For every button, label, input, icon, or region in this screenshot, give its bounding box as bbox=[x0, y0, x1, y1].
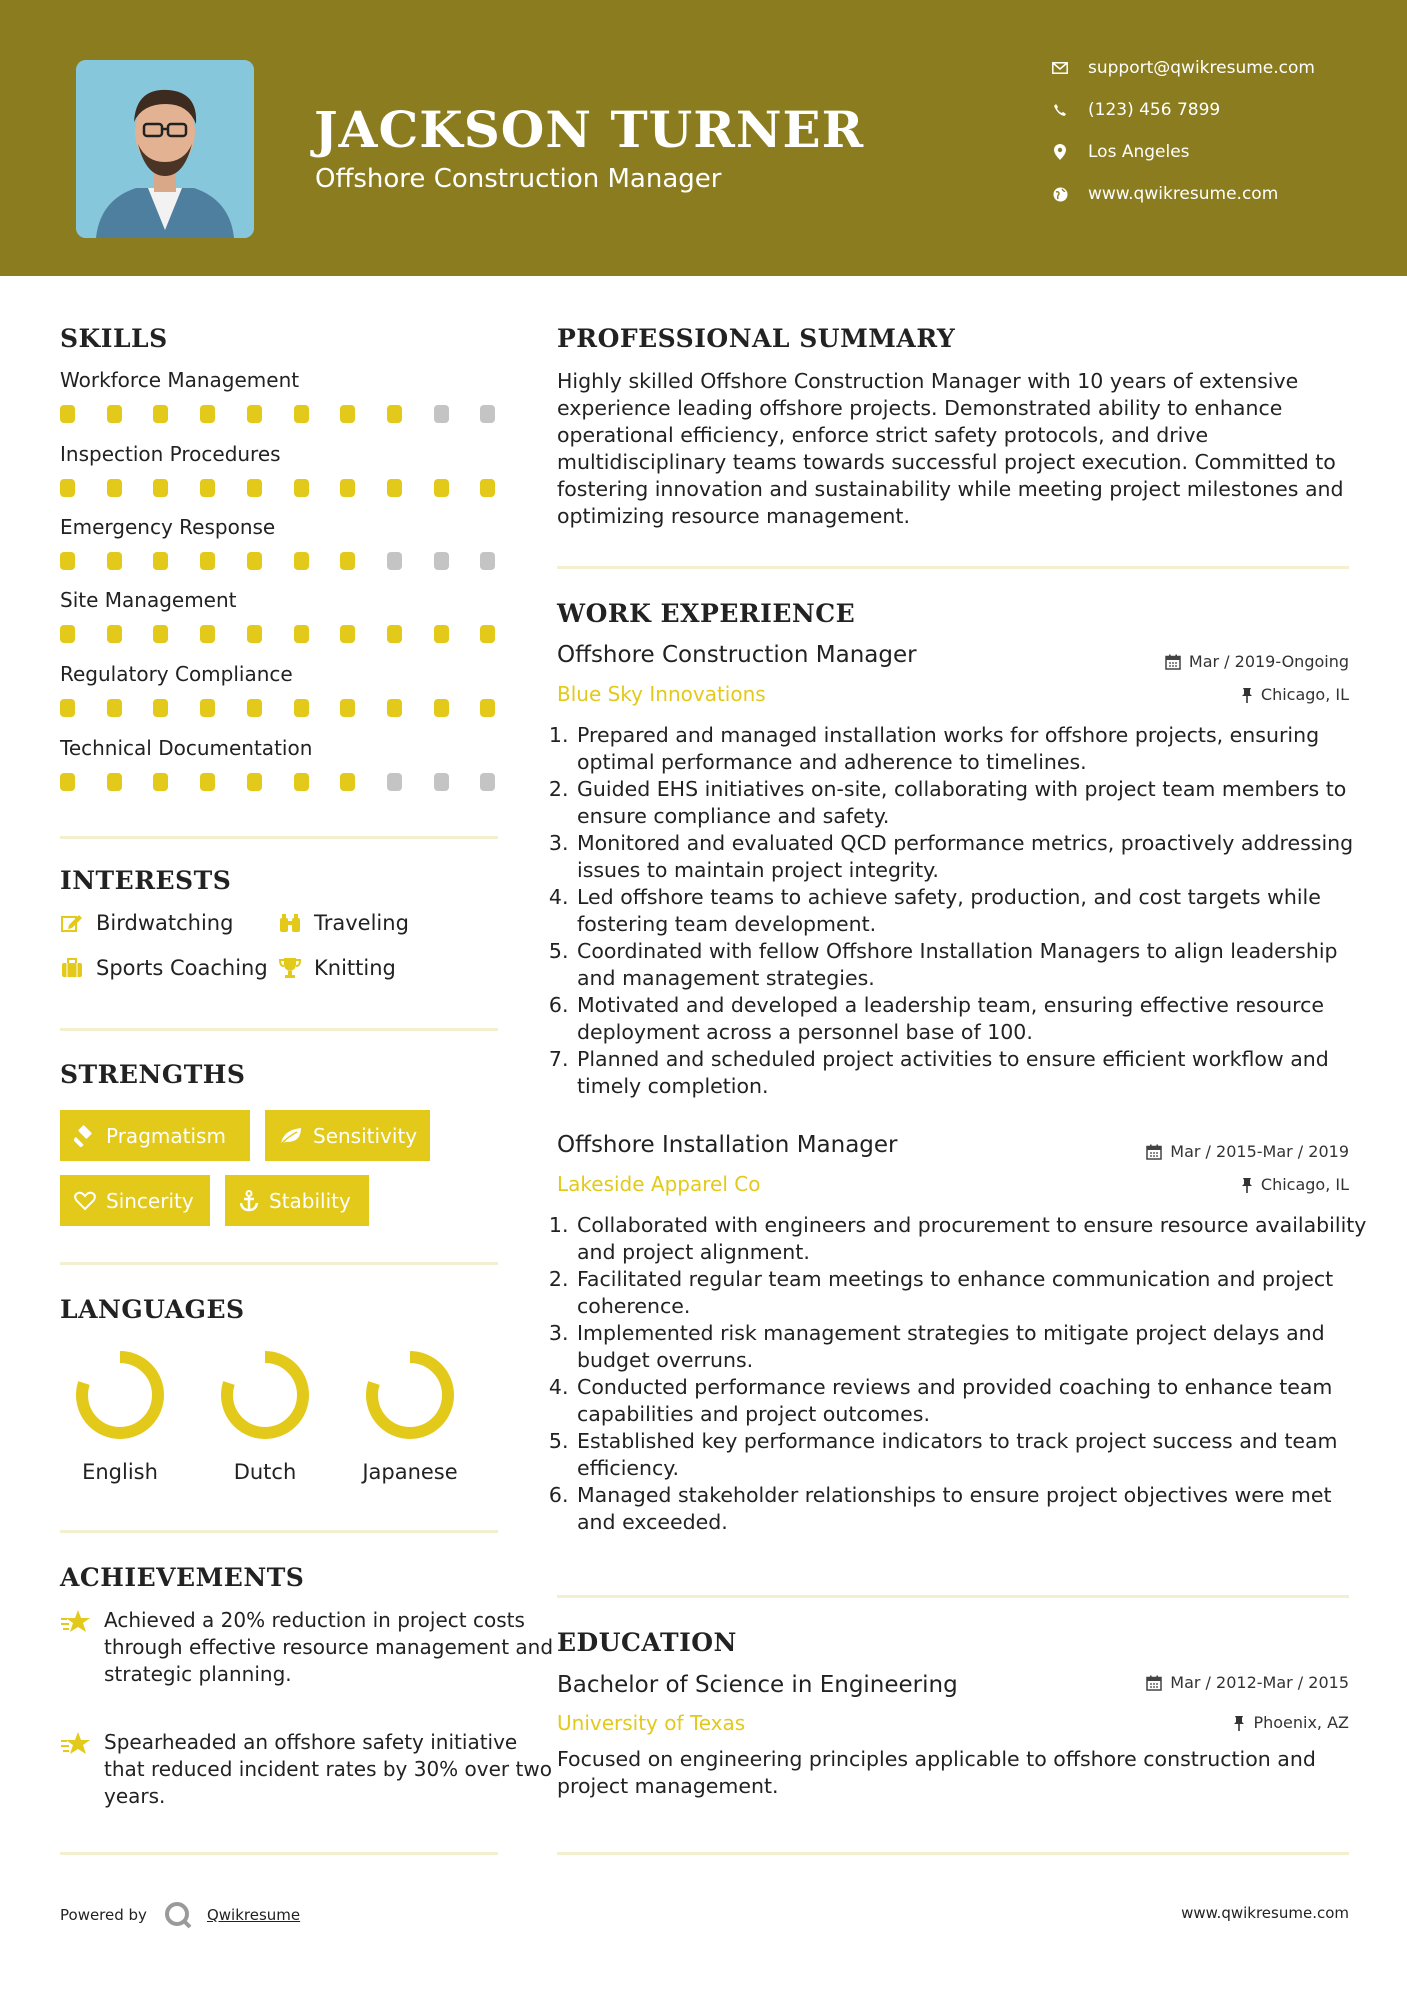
skill-dot-filled bbox=[247, 479, 262, 497]
skill-dot-filled bbox=[247, 625, 262, 643]
gavel-icon bbox=[74, 1125, 96, 1147]
interest-item: Birdwatching bbox=[60, 911, 233, 935]
achievement-item: Spearheaded an offshore safety initiative that reduced incident rates by 30% over two years. bbox=[60, 1729, 500, 1813]
binoculars-icon bbox=[278, 911, 302, 935]
skill-dot-filled bbox=[387, 699, 402, 717]
language-gauge bbox=[350, 1345, 470, 1449]
strengths-heading: STRENGTHS bbox=[60, 1060, 246, 1089]
qwikresume-logo-icon bbox=[163, 1900, 193, 1930]
strength-tag: Sensitivity bbox=[265, 1110, 430, 1161]
anchor-icon bbox=[239, 1190, 259, 1212]
skill-dot-filled bbox=[387, 625, 402, 643]
section-divider bbox=[60, 1852, 498, 1855]
list-item: 3. Implemented risk management strategies to mitigate project delays and budget overruns. bbox=[575, 1320, 1375, 1374]
summary-heading: PROFESSIONAL SUMMARY bbox=[557, 324, 956, 353]
skill-dot-filled bbox=[107, 625, 122, 643]
achievement-item: Achieved a 20% reduction in project costs through effective resource management and strategic planning. bbox=[60, 1607, 500, 1717]
skill-dot-empty bbox=[434, 552, 449, 570]
interest-item: Knitting bbox=[278, 956, 396, 980]
experience-heading: WORK EXPERIENCE bbox=[557, 599, 856, 628]
contact-website-text: www.qwikresume.com bbox=[1088, 184, 1279, 204]
job-location: Chicago, IL bbox=[1241, 1175, 1349, 1194]
language-level-arc bbox=[227, 1357, 303, 1433]
star-icon bbox=[60, 1731, 92, 1764]
briefcase-icon bbox=[60, 956, 84, 980]
skill-dot-filled bbox=[294, 699, 309, 717]
list-item: 1. Collaborated with engineers and procurement to ensure resource availability and project alignment. bbox=[575, 1212, 1375, 1266]
qwikresume-link[interactable]: Qwikresume bbox=[206, 1906, 301, 1924]
candidate-title: Offshore Construction Manager bbox=[315, 164, 722, 194]
skill-dot-filled bbox=[153, 699, 168, 717]
strength-tag: Stability bbox=[225, 1175, 369, 1226]
skill-dot-filled bbox=[387, 405, 402, 423]
section-divider bbox=[60, 1028, 498, 1031]
pushpin-icon bbox=[1233, 1715, 1245, 1731]
skill-dot-filled bbox=[434, 479, 449, 497]
skill-dot-filled bbox=[153, 552, 168, 570]
skill-dot-filled bbox=[107, 552, 122, 570]
calendar-icon bbox=[1165, 654, 1181, 670]
skill-dot-filled bbox=[60, 773, 75, 791]
job-dates: Mar / 2015-Mar / 2019 bbox=[1146, 1142, 1349, 1161]
education-heading: EDUCATION bbox=[557, 1628, 737, 1657]
trophy-icon bbox=[278, 956, 302, 980]
pushpin-icon bbox=[1241, 687, 1253, 703]
skill-dot-filled bbox=[434, 699, 449, 717]
job-responsibilities bbox=[557, 722, 1375, 1100]
skill-dot-filled bbox=[247, 773, 262, 791]
star-icon bbox=[60, 1609, 92, 1642]
languages-heading: LANGUAGES bbox=[60, 1295, 245, 1324]
skill-label: Technical Documentation bbox=[60, 736, 313, 760]
job-dates: Mar / 2019-Ongoing bbox=[1165, 652, 1349, 671]
skill-dot-filled bbox=[60, 479, 75, 497]
section-divider bbox=[60, 836, 498, 839]
list-item: 1. Prepared and managed installation works for offshore projects, ensuring optimal performance and adherence to timelines. bbox=[575, 722, 1375, 776]
education-description: Focused on engineering principles applicable to offshore construction and project management. bbox=[557, 1747, 1316, 1798]
skill-dot-filled bbox=[60, 405, 75, 423]
list-item: 3. Monitored and evaluated QCD performance metrics, proactively addressing issues to maintain project integrity. bbox=[575, 830, 1375, 884]
resume-header bbox=[0, 0, 1407, 276]
skill-dot-filled bbox=[340, 625, 355, 643]
list-item: 5. Coordinated with fellow Offshore Installation Managers to align leadership and management strategies. bbox=[575, 938, 1375, 992]
skill-dot-filled bbox=[247, 552, 262, 570]
skill-rating bbox=[60, 773, 500, 791]
language-level-arc bbox=[372, 1357, 448, 1433]
contact-website[interactable] bbox=[1050, 184, 1390, 204]
language-level-arc bbox=[82, 1357, 158, 1433]
interest-item: Sports Coaching bbox=[60, 956, 268, 980]
globe-icon bbox=[1050, 184, 1070, 204]
list-item: 2. Facilitated regular team meetings to enhance communication and project coherence. bbox=[575, 1266, 1375, 1320]
interests-heading: INTERESTS bbox=[60, 866, 232, 895]
language-gauge bbox=[205, 1345, 325, 1449]
section-divider bbox=[557, 566, 1349, 569]
skill-dot-filled bbox=[340, 552, 355, 570]
contact-location bbox=[1050, 142, 1390, 162]
job-title: Offshore Installation Manager bbox=[557, 1132, 898, 1158]
skill-dot-filled bbox=[107, 479, 122, 497]
skill-dot-filled bbox=[294, 625, 309, 643]
skill-dot-filled bbox=[153, 479, 168, 497]
job-location: Chicago, IL bbox=[1241, 685, 1349, 704]
skill-dot-empty bbox=[480, 552, 495, 570]
skill-rating bbox=[60, 552, 500, 570]
skill-label: Workforce Management bbox=[60, 368, 300, 392]
skill-rating bbox=[60, 405, 500, 423]
skill-dot-empty bbox=[387, 773, 402, 791]
skill-dot-filled bbox=[247, 405, 262, 423]
skill-dot-filled bbox=[340, 773, 355, 791]
skill-rating bbox=[60, 625, 500, 643]
skill-dot-filled bbox=[200, 625, 215, 643]
skill-dot-filled bbox=[480, 699, 495, 717]
skill-dot-empty bbox=[434, 405, 449, 423]
section-divider bbox=[557, 1852, 1349, 1855]
skill-rating bbox=[60, 479, 500, 497]
education-dates: Mar / 2012-Mar / 2015 bbox=[1146, 1673, 1349, 1692]
interest-item: Traveling bbox=[278, 911, 409, 935]
degree-title: Bachelor of Science in Engineering bbox=[557, 1672, 958, 1698]
skill-dot-filled bbox=[480, 479, 495, 497]
section-divider bbox=[557, 1595, 1349, 1598]
skill-dot-filled bbox=[247, 699, 262, 717]
language-gauge bbox=[60, 1345, 180, 1449]
skill-dot-filled bbox=[153, 625, 168, 643]
location-pin-icon bbox=[1050, 142, 1070, 162]
company-name: Blue Sky Innovations bbox=[557, 682, 766, 706]
skill-dot-filled bbox=[107, 699, 122, 717]
skill-dot-filled bbox=[60, 552, 75, 570]
language-label: English bbox=[82, 1460, 158, 1484]
list-item: 4. Conducted performance reviews and provided coaching to enhance team capabilities and project outcomes. bbox=[575, 1374, 1375, 1428]
skill-dot-filled bbox=[480, 625, 495, 643]
strength-tag: Pragmatism bbox=[60, 1110, 250, 1161]
skill-dot-filled bbox=[434, 625, 449, 643]
section-divider bbox=[60, 1530, 498, 1533]
phone-icon bbox=[1050, 100, 1070, 120]
skill-rating bbox=[60, 699, 500, 717]
skill-dot-filled bbox=[294, 773, 309, 791]
skill-dot-filled bbox=[153, 405, 168, 423]
education-location: Phoenix, AZ bbox=[1233, 1713, 1349, 1732]
list-item: 2. Guided EHS initiatives on-site, collaborating with project team members to ensure compliance and safety. bbox=[575, 776, 1375, 830]
list-item: 7. Planned and scheduled project activities to ensure efficient workflow and timely completion. bbox=[575, 1046, 1375, 1100]
profile-photo bbox=[76, 60, 254, 238]
achievements-heading: ACHIEVEMENTS bbox=[60, 1563, 305, 1592]
list-item: 5. Established key performance indicators to track project success and team efficiency. bbox=[575, 1428, 1375, 1482]
skill-dot-filled bbox=[340, 479, 355, 497]
contact-email-text: support@qwikresume.com bbox=[1088, 58, 1315, 78]
contact-phone[interactable] bbox=[1050, 100, 1390, 120]
skill-dot-filled bbox=[200, 405, 215, 423]
footer-powered-by: Powered by Qwikresume bbox=[60, 1900, 300, 1930]
pencil-note-icon bbox=[60, 911, 84, 935]
section-divider bbox=[60, 1262, 498, 1265]
skill-label: Regulatory Compliance bbox=[60, 662, 293, 686]
skill-label: Inspection Procedures bbox=[60, 442, 281, 466]
skill-dot-filled bbox=[200, 479, 215, 497]
skill-dot-filled bbox=[340, 405, 355, 423]
envelope-icon bbox=[1050, 58, 1070, 78]
contact-email[interactable] bbox=[1050, 58, 1390, 78]
strength-tag: Sincerity bbox=[60, 1175, 210, 1226]
skill-dot-filled bbox=[340, 699, 355, 717]
skill-dot-filled bbox=[200, 773, 215, 791]
pushpin-icon bbox=[1241, 1177, 1253, 1193]
skill-dot-filled bbox=[294, 552, 309, 570]
skill-dot-filled bbox=[107, 773, 122, 791]
skill-dot-filled bbox=[153, 773, 168, 791]
job-responsibilities bbox=[557, 1212, 1375, 1536]
school-name: University of Texas bbox=[557, 1711, 746, 1735]
heart-icon bbox=[74, 1191, 96, 1211]
list-item: 6. Motivated and developed a leadership team, ensuring effective resource deployment across a personnel base of 100. bbox=[575, 992, 1375, 1046]
skill-dot-empty bbox=[387, 552, 402, 570]
skill-dot-empty bbox=[480, 773, 495, 791]
skill-dot-filled bbox=[200, 552, 215, 570]
footer-website[interactable]: www.qwikresume.com bbox=[1181, 1904, 1349, 1922]
company-name: Lakeside Apparel Co bbox=[557, 1172, 761, 1196]
leaf-icon bbox=[279, 1126, 303, 1146]
skill-dot-filled bbox=[60, 699, 75, 717]
calendar-icon bbox=[1146, 1144, 1162, 1160]
contact-phone-text: (123) 456 7899 bbox=[1088, 100, 1221, 120]
skills-heading: SKILLS bbox=[60, 324, 168, 353]
skill-dot-filled bbox=[387, 479, 402, 497]
skill-dot-filled bbox=[294, 479, 309, 497]
list-item: 4. Led offshore teams to achieve safety, production, and cost targets while fostering team development. bbox=[575, 884, 1375, 938]
calendar-icon bbox=[1146, 1675, 1162, 1691]
language-label: Dutch bbox=[233, 1460, 297, 1484]
language-label: Japanese bbox=[362, 1460, 458, 1484]
skill-label: Site Management bbox=[60, 588, 237, 612]
candidate-name: JACKSON TURNER bbox=[314, 100, 865, 159]
contact-location-text: Los Angeles bbox=[1088, 142, 1190, 162]
job-title: Offshore Construction Manager bbox=[557, 642, 917, 668]
skill-label: Emergency Response bbox=[60, 515, 276, 539]
skill-dot-filled bbox=[200, 699, 215, 717]
skill-dot-empty bbox=[434, 773, 449, 791]
list-item: 6. Managed stakeholder relationships to ensure project objectives were met and exceeded. bbox=[575, 1482, 1375, 1536]
summary-text: Highly skilled Offshore Construction Manager with 10 years of extensive experience leading offshore projects. Demonstrated ability to enhance operational efficiency, enforce strict safety protocols, and drive multidisciplinary teams towards successful project execution. Committed to fostering innovation and sustainability while meeting project milestones and optimizing resource management. bbox=[557, 369, 1344, 528]
skill-dot-filled bbox=[60, 625, 75, 643]
skill-dot-empty bbox=[480, 405, 495, 423]
skill-dot-filled bbox=[294, 405, 309, 423]
skill-dot-filled bbox=[107, 405, 122, 423]
